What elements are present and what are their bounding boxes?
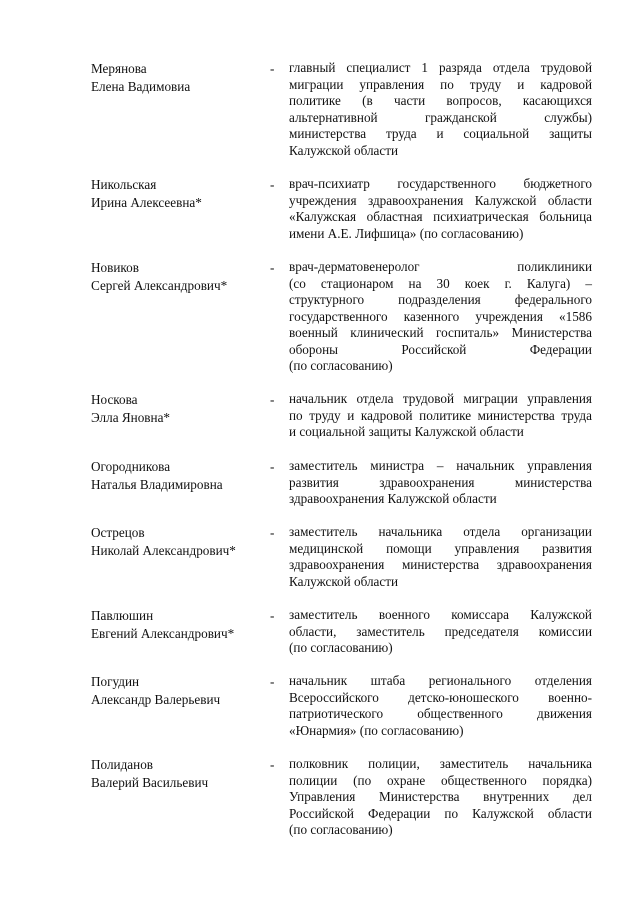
- position-line: области, заместитель председателя комиссии: [289, 623, 592, 639]
- position-line: политике (в части вопросов, касающихся: [289, 93, 592, 108]
- position-line: «Калужская областная психиатрическая больница: [289, 209, 592, 224]
- member-position: [289, 673, 592, 739]
- position-line: начальник штаба регионального отделения: [289, 673, 592, 688]
- member-surname: Огородникова: [91, 459, 171, 474]
- position-line: медицинской помощи управления развития: [289, 540, 592, 556]
- member-surname: Носкова: [91, 392, 138, 407]
- position-line: патриотического общественного движения: [289, 706, 592, 721]
- member-position: [289, 524, 592, 590]
- position-line: врач-дерматовенеролог поликлиники: [289, 259, 592, 274]
- position-line: полиции (по охране общественного порядка): [289, 772, 592, 788]
- member-given-names: Елена Вадимовиа: [91, 79, 191, 94]
- member-name: [91, 458, 266, 494]
- member-name: [91, 524, 266, 560]
- member-surname: Павлюшин: [91, 608, 154, 623]
- member-given-names: Валерий Васильевич: [91, 775, 209, 790]
- member-surname: Новиков: [91, 260, 139, 275]
- separator-dash: -: [270, 757, 275, 772]
- position-line: миграции управления по труду и кадровой: [289, 76, 592, 92]
- position-line: Калужской области: [289, 573, 399, 589]
- separator-dash: -: [270, 674, 275, 689]
- position-line: «Юнармия» (по согласованию): [289, 722, 464, 738]
- member-position: [289, 176, 592, 242]
- position-line: полковник полиции, заместитель начальника: [289, 756, 592, 771]
- member-name: [91, 176, 266, 212]
- position-line: главный специалист 1 разряда отдела трудовой: [289, 60, 592, 75]
- position-line: государственного казенного учреждения «1586: [289, 308, 592, 324]
- member-name: [91, 391, 266, 427]
- separator-dash: -: [270, 260, 275, 275]
- position-line: военный клинический госпиталь» Министерства: [289, 325, 592, 340]
- member-given-names: Наталья Владимировна: [91, 477, 223, 492]
- member-given-names: Элла Яновна*: [91, 410, 171, 425]
- separator-dash: -: [270, 61, 275, 76]
- position-line: Российской Федерации по Калужской области: [289, 805, 592, 821]
- member-position: [289, 756, 592, 839]
- separator-dash: -: [270, 608, 275, 623]
- position-line: учреждения здравоохранения Калужской области: [289, 192, 592, 208]
- separator-dash: -: [270, 392, 275, 407]
- member-given-names: Сергей Александрович*: [91, 278, 228, 293]
- member-position: [289, 607, 592, 657]
- position-line: врач-психиатр государственного бюджетного: [289, 176, 592, 191]
- position-line: структурного подразделения федерального: [289, 292, 592, 307]
- member-surname: Никольская: [91, 177, 157, 192]
- member-name: [91, 60, 266, 96]
- member-name: [91, 259, 266, 295]
- position-line: начальник отдела трудовой миграции управления: [289, 391, 592, 406]
- member-position: [289, 259, 592, 375]
- member-position: [289, 391, 592, 441]
- position-line: заместитель военного комиссара Калужской: [289, 607, 592, 622]
- position-line: Управления Министерства внутренних дел: [289, 789, 592, 804]
- separator-dash: -: [270, 525, 275, 540]
- member-given-names: Евгений Александрович*: [91, 626, 235, 641]
- member-name: [91, 756, 266, 792]
- member-surname: Погудин: [91, 674, 140, 689]
- member-given-names: Ирина Алексеевна*: [91, 195, 202, 210]
- separator-dash: -: [270, 177, 275, 192]
- member-name: [91, 673, 266, 709]
- member-surname: Мерянова: [91, 61, 147, 76]
- position-line: по труду и кадровой политике министерства труда: [289, 407, 592, 423]
- position-line: заместитель министра – начальник управления: [289, 458, 592, 473]
- position-line: здравоохранения министерства здравоохранения: [289, 557, 592, 572]
- position-line: здравоохранения Калужской области: [289, 491, 497, 506]
- position-line: (со стационаром на 30 коек г. Калуга) –: [289, 275, 592, 291]
- separator-dash: -: [270, 459, 275, 474]
- member-given-names: Александр Валерьевич: [91, 692, 221, 707]
- member-surname: Полиданов: [91, 757, 154, 772]
- position-line: альтернативной гражданской службы): [289, 109, 592, 125]
- position-line: развития здравоохранения министерства: [289, 474, 592, 490]
- member-position: [289, 60, 592, 159]
- position-line: обороны Российской Федерации: [289, 341, 592, 357]
- position-line: Калужской области: [289, 142, 399, 158]
- position-line: Всероссийского детско-юношеского военно-: [289, 689, 592, 705]
- member-position: [289, 458, 592, 508]
- position-line: (по согласованию): [289, 640, 393, 655]
- member-given-names: Николай Александрович*: [91, 543, 236, 558]
- position-line: имени А.Е. Лифшица» (по согласованию): [289, 225, 524, 241]
- position-line: министерства труда и социальной защиты: [289, 126, 592, 141]
- member-name: [91, 607, 266, 643]
- position-line: заместитель начальника отдела организации: [289, 524, 592, 539]
- position-line: (по согласованию): [289, 822, 393, 837]
- member-surname: Острецов: [91, 525, 145, 540]
- position-line: (по согласованию): [289, 358, 393, 373]
- position-line: и социальной защиты Калужской области: [289, 424, 524, 439]
